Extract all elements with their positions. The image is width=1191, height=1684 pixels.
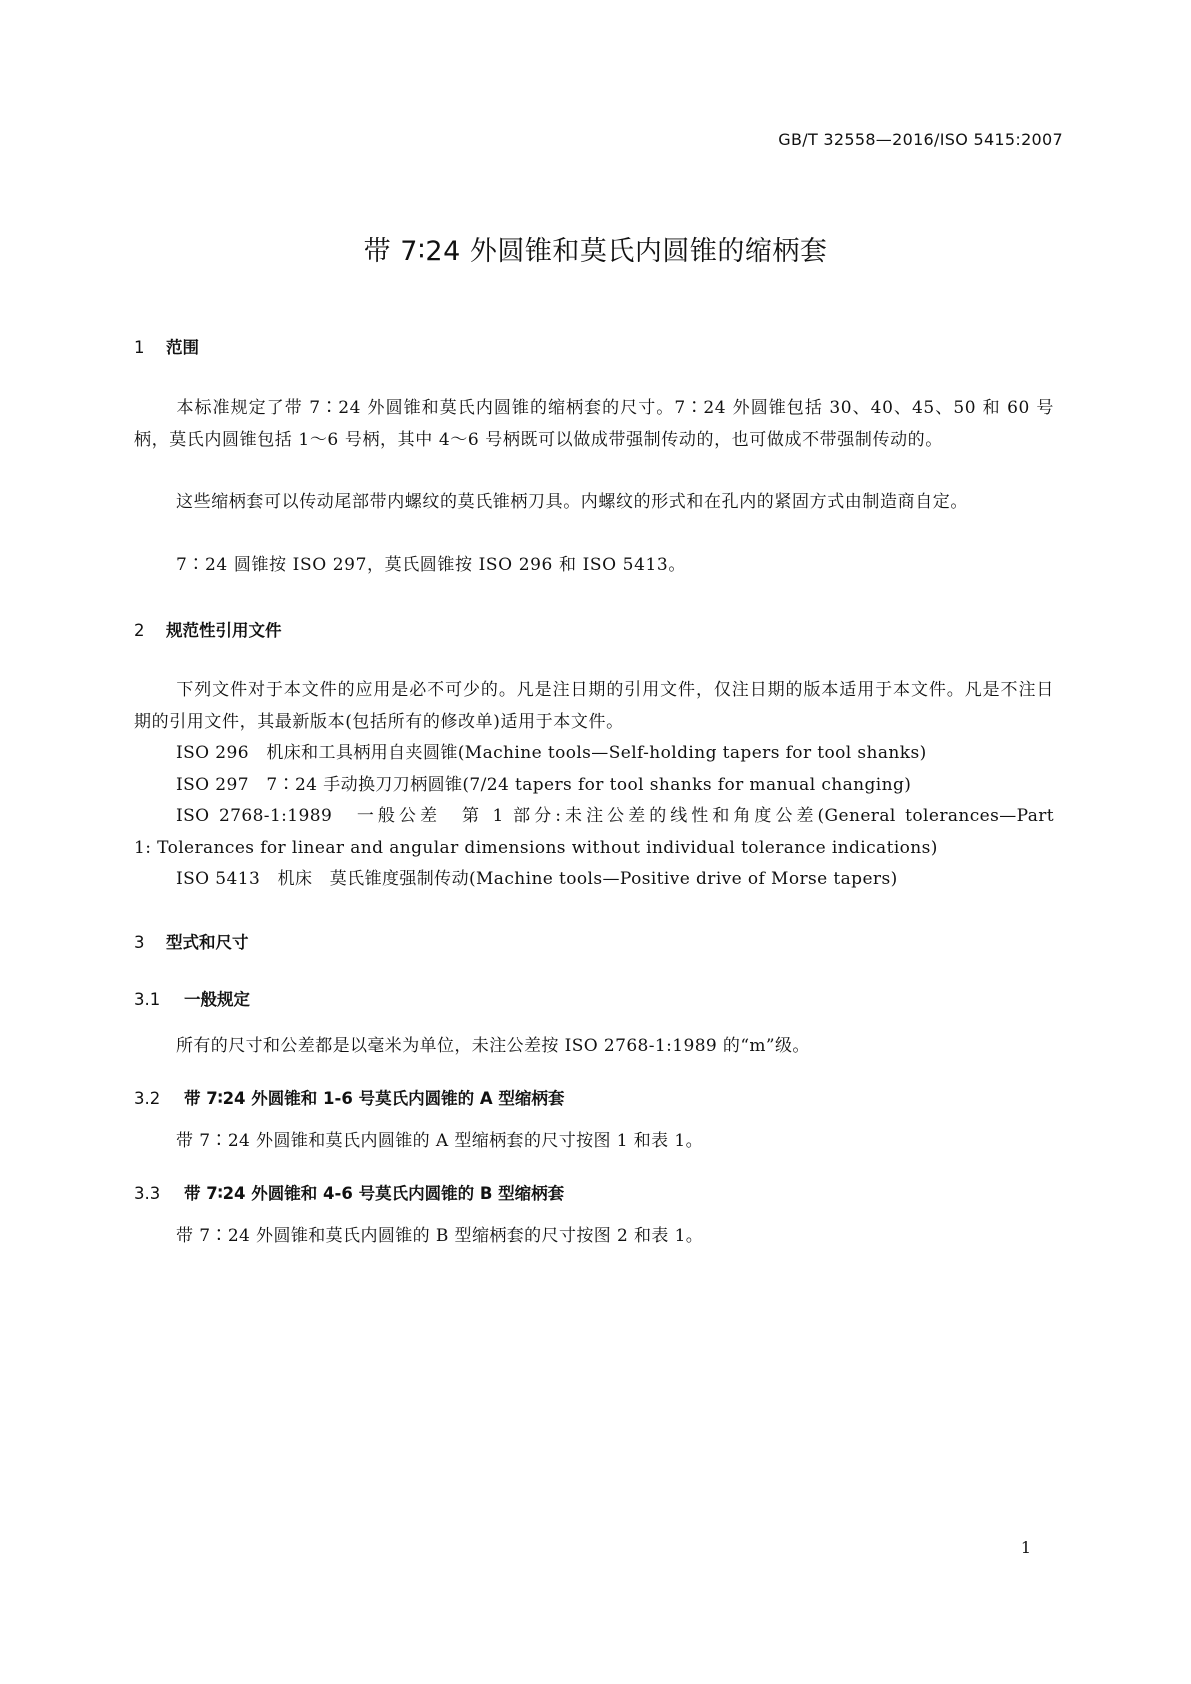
section-3-3-heading bbox=[134, 1180, 564, 1204]
section-3-2-heading bbox=[134, 1085, 564, 1109]
section-3-2-paragraph: 带 7∶24 外圆锥和莫氏内圆锥的 A 型缩柄套的尺寸按图 1 和表 1。 bbox=[176, 1131, 703, 1151]
section-1-paragraph-3: 7∶24 圆锥按 ISO 297，莫氏圆锥按 ISO 296 和 ISO 5413。 bbox=[176, 555, 686, 575]
section-number: 3.3 bbox=[134, 1184, 161, 1203]
section-3-heading bbox=[134, 929, 249, 953]
reference-iso-5413: ISO 5413 机床 莫氏锥度强制传动(Machine tools—Positive drive of Morse tapers) bbox=[176, 869, 898, 889]
section-3-3-paragraph: 带 7∶24 外圆锥和莫氏内圆锥的 B 型缩柄套的尺寸按图 2 和表 1。 bbox=[176, 1226, 704, 1246]
section-title: 带 7∶24 外圆锥和 4-6 号莫氏内圆锥的 B 型缩柄套 bbox=[184, 1184, 565, 1203]
reference-iso-297: ISO 297 7∶24 手动换刀刀柄圆锥(7/24 tapers for tool shanks for manual changing) bbox=[176, 775, 912, 795]
page-number: 1 bbox=[1020, 1538, 1031, 1557]
reference-iso-2768-1-line-1: ISO 2768-1:1989 一般公差 第 1 部分:未注公差的线性和角度公差(General tolerances—Part bbox=[176, 806, 1054, 826]
section-number: 1 bbox=[134, 338, 145, 357]
section-2-paragraph-1: 下列文件对于本文件的应用是必不可少的。凡是注日期的引用文件，仅注日期的版本适用于本文件。凡是不注日期的引用文件，其最新版本(包括所有的修改单)适用于本文件。 bbox=[134, 680, 1054, 732]
section-title: 一般规定 bbox=[184, 990, 250, 1009]
section-number: 3.1 bbox=[134, 990, 161, 1009]
section-title: 带 7∶24 外圆锥和 1-6 号莫氏内圆锥的 A 型缩柄套 bbox=[184, 1089, 565, 1108]
document-code: GB/T 32558—2016/ISO 5415:2007 bbox=[778, 130, 1063, 149]
section-1-paragraph-1: 本标准规定了带 7∶24 外圆锥和莫氏内圆锥的缩柄套的尺寸。7∶24 外圆锥包括 30、40、45、50 和 60 号柄，莫氏内圆锥包括 1～6 号柄，其中 4～6 号柄既可以做成带强制传动的，也可做成不带强制传动的。 bbox=[134, 398, 1054, 450]
section-1-paragraph-2: 这些缩柄套可以传动尾部带内螺纹的莫氏锥柄刀具。内螺纹的形式和在孔内的紧固方式由制造商自定。 bbox=[176, 492, 968, 512]
reference-iso-296: ISO 296 机床和工具柄用自夹圆锥(Machine tools—Self-holding tapers for tool shanks) bbox=[176, 743, 927, 763]
section-title: 范围 bbox=[166, 338, 199, 357]
section-3-1-paragraph: 所有的尺寸和公差都是以毫米为单位，未注公差按 ISO 2768-1:1989 的“m”级。 bbox=[176, 1036, 810, 1056]
section-2-heading bbox=[134, 617, 282, 641]
document-title: 带 7∶24 外圆锥和莫氏内圆锥的缩柄套 bbox=[363, 236, 828, 267]
section-number: 2 bbox=[134, 621, 145, 640]
section-number: 3 bbox=[134, 933, 145, 952]
section-number: 3.2 bbox=[134, 1089, 161, 1108]
reference-iso-2768-1-line-2: 1: Tolerances for linear and angular dimensions without individual tolerance indications) bbox=[134, 838, 938, 858]
section-3-1-heading bbox=[134, 986, 250, 1010]
section-1-heading bbox=[134, 334, 199, 358]
section-title: 型式和尺寸 bbox=[166, 933, 249, 952]
section-title: 规范性引用文件 bbox=[166, 621, 282, 640]
